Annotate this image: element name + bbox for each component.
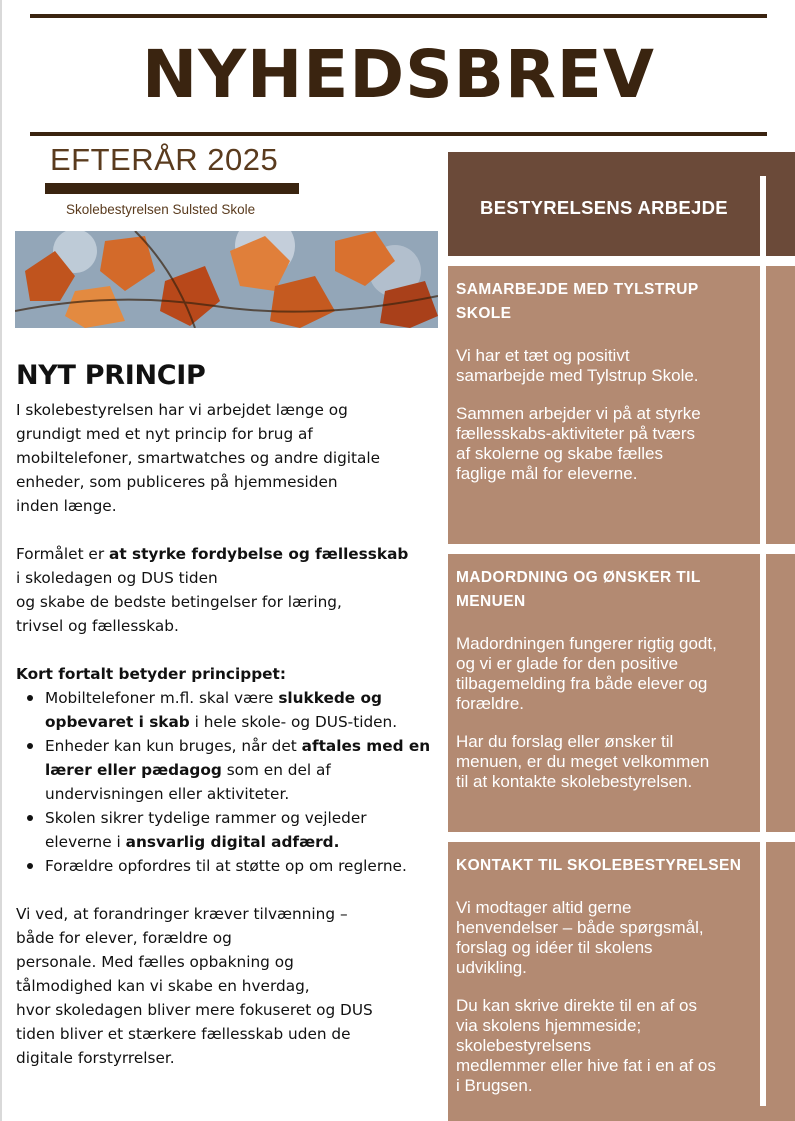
card-paragraph xyxy=(456,732,752,792)
text-line: Vi har et tæt og positivt xyxy=(456,346,630,365)
article-new-principle xyxy=(16,360,436,1094)
sidebar-stripe xyxy=(760,176,766,256)
text-line xyxy=(16,542,436,566)
text-line: personale. Med fælles opbakning og xyxy=(16,953,294,971)
page-edge xyxy=(0,0,2,1121)
card-collaboration xyxy=(448,266,795,544)
rules-list xyxy=(16,686,436,878)
text-line: forældre. xyxy=(456,694,525,713)
article-title: NYT PRINCIP xyxy=(16,360,206,391)
card-paragraph xyxy=(456,634,752,714)
text-line: og skabe de bedste betingelser for læring, xyxy=(16,593,342,611)
summary-heading: Kort fortalt betyder princippet: xyxy=(16,665,286,683)
sidebar-heading: BESTYRELSENS ARBEJDE xyxy=(480,197,728,218)
text-line: Sammen arbejder vi på at styrke xyxy=(456,404,701,423)
text-line: både for elever, forældre og xyxy=(16,929,232,947)
text-line: Har du forslag eller ønsker til xyxy=(456,732,674,751)
text-line: mobiltelefoner, smartwatches og andre digitale xyxy=(16,449,381,467)
text-line: i Brugsen. xyxy=(456,1076,533,1095)
text-line: via skolens hjemmeside; xyxy=(456,1016,642,1035)
sidebar-header xyxy=(448,152,795,256)
top-rule xyxy=(30,14,767,18)
sidebar-stripe xyxy=(760,256,766,1106)
text-line: Du kan skrive direkte til en af os xyxy=(456,996,697,1015)
card-paragraph xyxy=(456,404,752,484)
text-line: til at kontakte skolebestyrelsen. xyxy=(456,772,693,791)
rule-bold: aftales med en lærer eller pædagog xyxy=(45,737,431,779)
list-item xyxy=(16,686,436,734)
card-title: MADORDNING OG ØNSKER TIL MENUEN xyxy=(456,569,701,610)
rule-text: Enheder kan kun bruges, når det xyxy=(45,737,302,755)
purpose-paragraph xyxy=(16,542,436,638)
text-line: forslag og idéer til skolens xyxy=(456,938,653,957)
text-line: skolebestyrelsens xyxy=(456,1036,592,1055)
text-line: inden længe. xyxy=(16,497,117,515)
text-line: tilbagemelding fra både elever og xyxy=(456,674,708,693)
season-bar xyxy=(45,183,299,194)
text-line: udvikling. xyxy=(456,958,527,977)
text-line: Vi modtager altid gerne xyxy=(456,898,632,917)
card-paragraph xyxy=(456,996,752,1096)
organization-label: Skolebestyrelsen Sulsted Skole xyxy=(66,202,256,217)
text-line: I skolebestyrelsen har vi arbejdet længe og xyxy=(16,401,348,419)
text-line: Madordningen fungerer rigtig godt, xyxy=(456,634,717,653)
card-paragraph xyxy=(456,346,752,386)
rule-bold: ansvarlig digital adfærd. xyxy=(125,833,340,851)
text-line: trivsel og fællesskab. xyxy=(16,617,179,635)
text-line: faglige mål for eleverne. xyxy=(456,464,638,483)
autumn-leaves-photo xyxy=(15,231,438,328)
text-line: grundigt med et nyt princip for brug af xyxy=(16,425,313,443)
text-line: medlemmer eller hive fat i en af os xyxy=(456,1056,716,1075)
intro-paragraph xyxy=(16,398,436,518)
card-contact xyxy=(448,842,795,1121)
text-line: Vi ved, at forandringer kræver tilvænning – xyxy=(16,905,348,923)
season-label: EFTERÅR 2025 xyxy=(50,142,279,177)
text-line: enheder, som publiceres på hjemmesiden xyxy=(16,473,338,491)
text-line: i skoledagen og DUS tiden xyxy=(16,569,218,587)
title-underline-rule xyxy=(30,132,767,136)
text-line: fællesskabs-aktiviteter på tværs xyxy=(456,424,696,443)
text-line: tiden bliver et stærkere fællesskab uden de xyxy=(16,1025,351,1043)
text-line: samarbejde med Tylstrup Skole. xyxy=(456,366,699,385)
rule-text: Skolen sikrer tydelige rammer og vejleder eleverne i xyxy=(45,809,367,851)
purpose-lead: Formålet er xyxy=(16,545,109,563)
text-line: henvendelser – både spørgsmål, xyxy=(456,918,704,937)
rule-text: i hele skole- og DUS-tiden. xyxy=(189,713,398,731)
card-paragraph xyxy=(456,898,752,978)
rule-text: Forældre opfordres til at støtte op om reglerne. xyxy=(45,857,407,875)
text-line: menuen, er du meget velkommen xyxy=(456,752,710,771)
text-line: og vi er glade for den positive xyxy=(456,654,679,673)
sidebar-board-work xyxy=(448,152,795,1121)
text-line: hvor skoledagen bliver mere fokuseret og DUS xyxy=(16,1001,373,1019)
rule-text: som en del af undervisningen eller aktiviteter. xyxy=(45,761,331,803)
list-item xyxy=(16,806,436,854)
text-line: tålmodighed kan vi skabe en hverdag, xyxy=(16,977,310,995)
card-title: KONTAKT TIL SKOLEBESTYRELSEN xyxy=(456,857,742,874)
card-title: SAMARBEJDE MED TYLSTRUP SKOLE xyxy=(456,281,699,322)
text-line: af skolerne og skabe fælles xyxy=(456,444,663,463)
rule-bold: slukkede og opbevaret i skab xyxy=(45,689,382,731)
list-item xyxy=(16,734,436,806)
rule-text: Mobiltelefoner m.fl. skal være xyxy=(45,689,279,707)
newsletter-title: NYHEDSBREV xyxy=(142,36,655,113)
text-line: digitale forstyrrelser. xyxy=(16,1049,175,1067)
closing-paragraph xyxy=(16,902,436,1070)
card-meal-program xyxy=(448,554,795,832)
list-item xyxy=(16,854,436,878)
purpose-bold: at styrke fordybelse og fællesskab xyxy=(109,545,409,563)
